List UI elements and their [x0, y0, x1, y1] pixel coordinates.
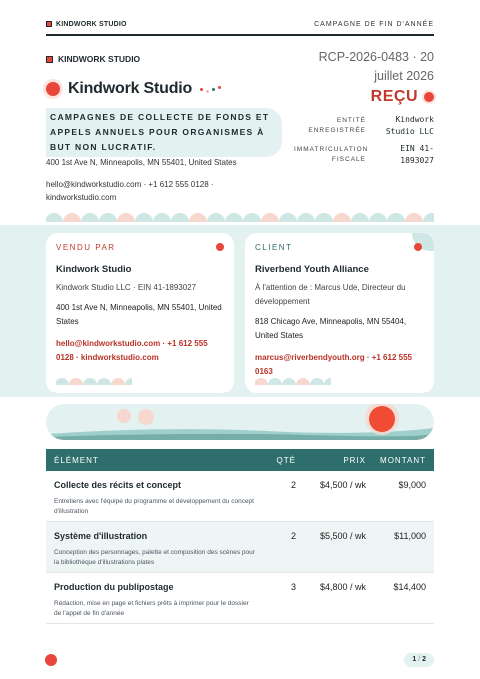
logo-row [46, 80, 221, 98]
card-dot-icon [414, 243, 422, 251]
illustration-strip [46, 404, 434, 440]
table-row [46, 573, 434, 624]
entity-label: ENTITÉ ENREGISTRÉE [308, 117, 366, 134]
company-tagline: CAMPAGNES DE COLLECTE DE FONDS ET APPELS ANNUELS POUR ORGANISMES À BUT NON LUCRATIF. [46, 108, 282, 157]
item-name: Système d'illustration [54, 531, 148, 541]
client-name: Riverbend Youth Alliance [255, 264, 369, 275]
item-description: Entretiens avec l'équipe du programme et développement du concept d'illustration [54, 498, 254, 515]
top-brand-label: KINDWORK STUDIO [56, 20, 127, 28]
table-row [46, 471, 434, 522]
entity-meta [294, 114, 434, 138]
header-item: ÉLÉMENT [54, 455, 99, 465]
seller-legal: Kindwork Studio LLC · EIN 41-1893027 [56, 283, 197, 292]
header-qty: QTÉ [276, 455, 296, 465]
item-price: $4,800 / wk [319, 582, 366, 592]
client-address: 818 Chicago Ave, Minneapolis, MN 55404, United States [255, 317, 407, 340]
campaign-label: CAMPAGNE DE FIN D'ANNÉE [314, 20, 434, 28]
item-amount: $9,000 [398, 480, 426, 490]
card-wave-icon [56, 375, 132, 385]
tax-meta [294, 143, 434, 167]
header-amount: MONTANT [380, 455, 426, 465]
page-total: 2 [422, 656, 426, 663]
logo-dot-icon [46, 82, 60, 96]
company-contact: hello@kindworkstudio.com · +1 612 555 0128 · kindworkstudio.com [46, 180, 214, 202]
tax-label: IMMATRICULATION FISCALE [294, 146, 369, 163]
entity-value: Kindwork Studio LLC [385, 115, 434, 136]
page-indicator [404, 653, 434, 667]
company-address: 400 1st Ave N, Minneapolis, MN 55401, United States [46, 158, 237, 167]
item-qty: 3 [290, 582, 296, 592]
client-contact: marcus@riverbendyouth.org · +1 612 555 0163 [255, 353, 412, 376]
seller-label: VENDU PAR [56, 243, 116, 252]
brand-square-icon [46, 21, 52, 27]
footer-dot-icon [45, 654, 57, 666]
top-bar [46, 14, 434, 36]
item-name: Production du publipostage [54, 582, 174, 592]
receipt-title-row [371, 88, 434, 106]
receipt-title: REÇU [370, 88, 418, 105]
item-price: $5,500 / wk [319, 531, 366, 541]
logo-name: Kindwork Studio [68, 80, 193, 97]
item-qty: 2 [290, 531, 296, 541]
card-wave-icon [255, 375, 331, 385]
company-brand-label: KINDWORK STUDIO [58, 54, 141, 64]
table-row [46, 522, 434, 573]
title-dot-icon [424, 92, 434, 102]
seller-contact: hello@kindworkstudio.com · +1 612 555 0128 · kindworkstudio.com [56, 339, 208, 362]
line-items-table [46, 449, 434, 624]
confetti-icon [200, 86, 221, 93]
item-price: $4,500 / wk [319, 480, 366, 490]
page-separator: / [418, 656, 421, 663]
item-amount: $14,400 [393, 582, 426, 592]
client-card [245, 233, 434, 393]
landscape-illustration-icon [46, 404, 434, 440]
brand-square-icon [46, 56, 53, 63]
tax-value: EIN 41-1893027 [400, 144, 434, 165]
item-qty: 2 [290, 480, 296, 490]
seller-card [46, 233, 234, 393]
page-current: 1 [412, 656, 417, 663]
seller-name: Kindwork Studio [56, 264, 132, 275]
client-label: CLIENT [255, 243, 293, 252]
item-name: Collecte des récits et concept [54, 480, 182, 490]
client-attention: À l'attention de : Marcus Ude, Directeur du développement [255, 283, 406, 306]
header-price: PRIX [343, 455, 366, 465]
item-description: Conception des personnages, palette et composition des scènes pour la bibliothèque d'illustrations plates [54, 549, 255, 566]
company-brand [46, 54, 140, 64]
item-description: Rédaction, mise en page et fichiers prêts à imprimer pour le dossier de l'appel de fin d'année [54, 600, 249, 617]
item-amount: $11,000 [394, 531, 426, 541]
scallop-divider [46, 208, 434, 222]
seller-address: 400 1st Ave N, Minneapolis, MN 55401, United States [56, 303, 222, 326]
top-brand [46, 21, 127, 28]
table-header [46, 449, 434, 471]
card-dot-icon [216, 243, 224, 251]
receipt-number: RCP-2026-0483 · 20 juillet 2026 [318, 50, 434, 83]
